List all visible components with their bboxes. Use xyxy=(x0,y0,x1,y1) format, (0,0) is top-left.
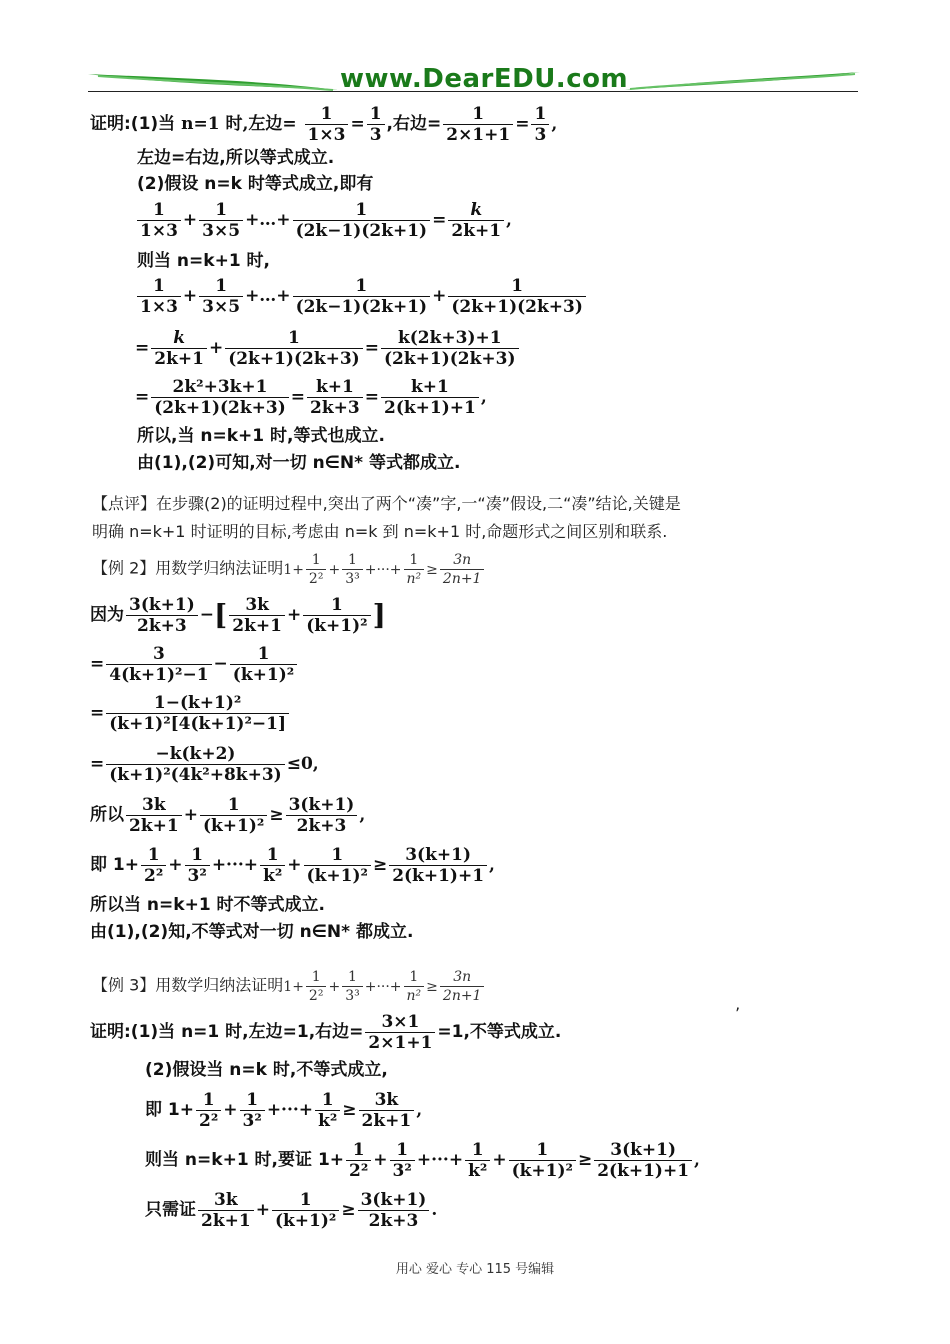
proof1-line9: 所以,当 n=k+1 时,等式也成立. xyxy=(137,426,385,446)
proof2-line6: 即 1+ $\frac{1}{\text{2²}}$ + $\frac{1}{\text{3²}}$ +···+ $\frac{1}{\text{k²}}$ + $\frac{1}{\text{(k+1)²}}$ ≥ $\frac{3(k+1)}{2(k+1)+1}$ , xyxy=(90,845,495,886)
proof1-line8: = $\frac{\text{2k²+3k+1}}{(2k+1)(2k+3)}$ = $\frac{k+1}{2k+3}$ = $\frac{k+1}{2(k+1)+1}$ , xyxy=(135,377,487,418)
proof1-line7: = $\frac{k}{2k+1}$ + $\frac{1}{(2k+1)(2k+3)}$ = $\frac{k(2k+3)+1}{(2k+1)(2k+3)}$ xyxy=(135,328,521,369)
proof1-line2: 左边=右边,所以等式成立. xyxy=(137,148,335,168)
proof1-line4: $\frac{1}{1\times 3}$ + $\frac{1}{3\times 5}$ +…+ $\frac{1}{(2k-1)(2k+1)}$ = $\frac{k}{2k+1}$ , xyxy=(135,200,512,241)
proof3-line4: 则当 n=k+1 时,要证 1+ $\frac{1}{\text{2²}}$ + $\frac{1}{\text{3²}}$ +···+ $\frac{1}{\text{k²}}$ + $\frac{1}{\text{(k+1)²}}$ ≥ $\frac{3(k+1)}{2(k+1)+1}$ , xyxy=(145,1140,700,1181)
proof1-line3: (2)假设 n=k 时等式成立,即有 xyxy=(137,174,374,194)
site-logo: www.DearEDU.com xyxy=(340,64,629,94)
comment-paragraph xyxy=(92,490,872,546)
stray-mark: ’ xyxy=(735,1004,741,1023)
header-banner xyxy=(0,0,950,100)
proof1-line6: $\frac{1}{1\times 3}$ + $\frac{1}{3\times 5}$ +…+ $\frac{1}{(2k-1)(2k+1)}$ + $\frac{1}{(2k+1)(2k+3)}$ xyxy=(135,276,588,317)
proof2-line1: 因为 $\frac{3(k+1)}{2k+3}$ −[ $\frac{3k}{2k+1}$ + $\frac{1}{\text{(k+1)²}}$ ] xyxy=(90,595,386,636)
proof3-line5: 只需证 $\frac{3k}{2k+1}$ + $\frac{1}{\text{(k+1)²}}$ ≥ $\frac{3(k+1)}{2k+3}$ . xyxy=(145,1190,438,1231)
proof2-line2: = $\frac{3}{\text{4(k+1)²−1}}$ − $\frac{1}{\text{(k+1)²}}$ xyxy=(90,644,299,685)
proof2-line4: = $\frac{-k(k+2)}{\text{(k+1)²(4k²+8k+3)}}$ ≤0, xyxy=(90,744,319,785)
proof2-line7: 所以当 n=k+1 时不等式成立. xyxy=(90,895,326,915)
proof1-line5: 则当 n=k+1 时, xyxy=(137,251,271,271)
comment-label: 【点评】 xyxy=(92,494,157,513)
page-footer: 用心 爱心 专心 115 号编辑 xyxy=(395,1262,555,1277)
proof3-line1: 证明:(1)当 n=1 时,左边=1,右边= $\frac{3\times 1}{2\times 1+1}$ =1,不等式成立. xyxy=(90,1012,562,1053)
header-rule xyxy=(88,91,858,92)
proof1-line10: 由(1),(2)可知,对一切 n∈N* 等式都成立. xyxy=(137,453,461,473)
proof3-line2: (2)假设当 n=k 时,不等式成立, xyxy=(145,1060,388,1080)
proof1-line1: 证明:(1)当 n=1 时,左边= $\frac{1}{1\times 3}$ = $\frac{1}{3}$ ,右边= $\frac{1}{2\times 1+1}$ = $\frac{1}{3}$ , xyxy=(90,104,558,145)
example2-statement: 【例 2】用数学归纳法证明1+ $\frac{1}{\text{2²}}$ + $\frac{1}{\text{3³}}$ +···+ $\frac{1}{\text{n²}}$ ≥ $\frac{3n}{2n+1}$ xyxy=(92,551,486,588)
proof2-line3: = $\frac{\text{1−(k+1)²}}{\text{(k+1)²[4(k+1)²−1]}}$ xyxy=(90,693,291,734)
proof2-line5: 所以 $\frac{3k}{2k+1}$ + $\frac{1}{\text{(k+1)²}}$ ≥ $\frac{3(k+1)}{2k+3}$ , xyxy=(90,795,366,836)
comment-text-1: 在步骤(2)的证明过程中,突出了两个“凑”字,一“凑”假设,二“凑”结论,关键是 xyxy=(156,494,681,513)
comment-text-2: 明确 n=k+1 时证明的目标,考虑由 n=k 到 n=k+1 时,命题形式之间区别和联系. xyxy=(92,522,668,541)
proof2-line8: 由(1),(2)知,不等式对一切 n∈N* 都成立. xyxy=(90,922,414,942)
example3-statement: 【例 3】用数学归纳法证明1+ $\frac{1}{\text{2²}}$ + $\frac{1}{\text{3³}}$ +···+ $\frac{1}{\text{n²}}$ ≥ $\frac{3n}{2n+1}$ xyxy=(92,968,486,1005)
proof3-line3: 即 1+ $\frac{1}{\text{2²}}$ + $\frac{1}{\text{3²}}$ +···+ $\frac{1}{\text{k²}}$ ≥ $\frac{3k}{2k+1}$ , xyxy=(145,1090,423,1131)
